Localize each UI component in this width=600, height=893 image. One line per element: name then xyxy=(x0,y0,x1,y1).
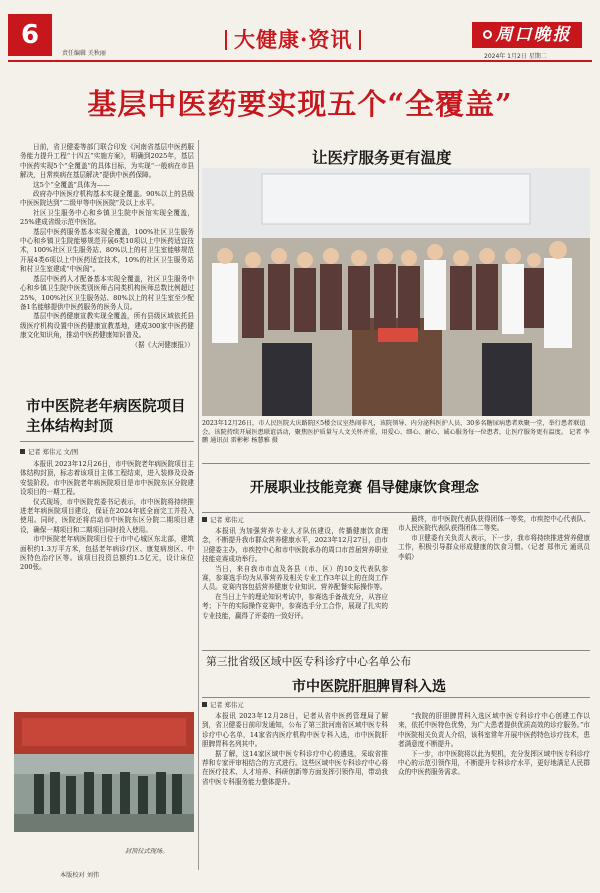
lead-paragraph: 基层中医药人才配备基本实现全覆盖，社区卫生服务中心和乡镇卫生院中医类别医师占同类机构医师总数比例超过25%，100%社区卫生服务站、80%以上的村卫生室至少配备1名能够提供中医药服务的医务人员。 xyxy=(20,274,194,311)
divider xyxy=(202,463,590,464)
skills-paragraph: 当日，来自我市市直及各县（市、区）的10支代表队参赛，参赛选手均为从事营养及相关专业工作3年以上的在岗工作人员。竞赛内容包括营养健康专业知识、营养配餐实际操作等。 xyxy=(202,564,388,592)
divider xyxy=(20,441,194,442)
hepato-paragraph: 据了解，这14家区域中医专科诊疗中心的遴选，采取省推荐和专家评审相结合的方式进行。这些区域中医专科诊疗中心将在医疗技术、人才培养、科研创新等方面发挥引领作用，带动我省中医专科服务能力整体提升。 xyxy=(202,749,388,786)
geriatric-article-body xyxy=(20,460,194,573)
skills-paragraph: 本报讯 为加强营养专业人才队伍建设，传播健康饮食理念，不断提升我市群众营养健康水平，2023年12月27日，由市卫健委主办，市疾控中心和市中医院承办的周口市首届营养职业技能竞赛成功举行。 xyxy=(202,527,388,564)
hepato-paragraph: 下一步，市中医院将以此为契机，充分发挥区域中医专科诊疗中心的示范引领作用，不断提升专科诊疗水平，更好地满足人民群众的中医药服务需求。 xyxy=(398,749,590,777)
group-photo xyxy=(202,168,590,416)
ceremony-photo xyxy=(14,712,194,832)
ceremony-photo-illustration xyxy=(14,712,194,832)
divider xyxy=(202,650,590,651)
hepato-reporter xyxy=(202,700,244,709)
header-rule xyxy=(8,60,592,62)
skills-reporter xyxy=(202,515,244,524)
masthead-text: 周口晚报 xyxy=(495,25,572,45)
lead-paragraph: 政府办中医医疗机构基本实现全覆盖。90%以上的县级中医医院达到“二级甲等中医医院”及以上水平。 xyxy=(20,190,194,208)
masthead-logo xyxy=(472,22,582,48)
geriatric-reporter xyxy=(20,447,78,456)
hepato-headline: 市中医院肝胆脾胃科入选 xyxy=(292,679,446,695)
proof-editor-line: 本版校对 刘伟 xyxy=(60,872,100,879)
skills-paragraph: 在当日上午的理论知识考试中，参赛选手备战充分，从容应考；下午的实际操作竞赛中，参赛选手分工合作，展现了扎实的专业技能，赢得了评委的一致好评。 xyxy=(202,592,388,620)
reporter-text: 记者 郑伟元 xyxy=(210,517,244,524)
skills-paragraph: 市卫健委有关负责人表示，下一步，我市将持续推进营养健康工作，积极引导群众形成健康的饮食习惯。（记者 郑伟元 通讯员 李娟） xyxy=(398,533,590,561)
lead-article xyxy=(20,143,194,350)
reporter-text: 记者 郑伟元 文/图 xyxy=(28,449,79,456)
section-bar-left xyxy=(225,30,227,50)
lead-paragraph: 社区卫生服务中心和乡镇卫生院中医馆实现全覆盖，25%建成省级示范中医馆。 xyxy=(20,208,194,227)
hepato-article-left xyxy=(202,712,388,787)
reporter-marker-icon xyxy=(202,517,207,522)
divider xyxy=(202,512,590,513)
hepato-paragraph: “我院的肝胆脾胃科入选区域中医专科诊疗中心创建工作以来，依托中医特色优势，为广大患者提供优质高效的诊疗服务。”市中医院相关负责人介绍，该科室常年开展中医药特色诊疗技术，患者满意度不断提升。 xyxy=(398,712,590,749)
hepato-article-right xyxy=(398,712,590,778)
hepato-kicker: 第三批省级区域中医专科诊疗中心名单公布 xyxy=(206,655,412,668)
lead-paragraph: 基层中医药健康宣教实现全覆盖，所有县级区域依托县级医疗机构设置中医药健康宣教基地，建成300家中医药健康文化知识角，推动中医药健康知识普及。 xyxy=(20,312,194,340)
ceremony-caption: 封顶仪式现场。 xyxy=(125,848,169,855)
hepato-paragraph: 本报讯 2023年12月28日，记者从省中医药管理局了解到，省卫健委日前印发通知，公布了第三批河南省区域中医专科诊疗中心名单，14家省内医疗机构中医专科入选，市中医院肝胆脾胃科名列其中。 xyxy=(202,712,388,749)
group-photo-illustration xyxy=(202,168,590,416)
lead-paragraph: 日前，省卫健委等部门联合印发《河南省基层中医药服务能力提升工程“十四五”实施方案》，明确到2025年，基层中医药实现5个“全覆盖”的具体目标，为实现“一般病在市县解决，日常疾病在基层解决”提供中医药保障。 xyxy=(20,143,194,180)
lead-source: （据《大河健康报》） xyxy=(131,340,194,349)
skills-paragraph: 最终，市中医院代表队获得团体一等奖，市疾控中心代表队、市人民医院代表队获得团体二等奖。 xyxy=(398,515,590,533)
editors-line: 责任编辑 关秋丽 xyxy=(62,50,106,57)
lead-paragraph: 基层中医药服务基本实现全覆盖，100%社区卫生服务中心和乡镇卫生院能够规范开展6类10项以上中医药适宜技术，100%社区卫生服务站、80%以上的村卫生室能够规范开展4类6项以上中医药适宜技术，10%的社区卫生服务站和村卫生室建成“中医阁”。 xyxy=(20,227,194,274)
section-bar-right xyxy=(359,30,361,50)
photo-caption: 2023年12月26日，市人民医院大庆路院区5楼会议室热闹非凡，该院领导、内分泌科医护人员、30多名糖尿病患者欢聚一堂，举行患者联谊会。该院持续开展医患联谊活动，聚焦医护质量与人文关怀并重，用爱心、细心、耐心、诚心服务每一位患者，让医疗服务更有温度。 记者 李鹏 通讯员 雷彬彬 杨慧雅 摄 xyxy=(202,420,590,445)
masthead-ring-icon xyxy=(483,30,492,39)
section-sub: 资讯 xyxy=(308,27,353,52)
geriatric-paragraph: 市中医院老年病医院项目位于市中心城区东北部，建筑面积约1.3万平方米，包括老年病诊疗区、康复病房区、中医特色治疗区等。该项目投资总额约1.5亿元，设计床位200张。 xyxy=(20,535,194,572)
reporter-marker-icon xyxy=(20,449,25,454)
geriatric-paragraph: 本报讯 2023年12月26日，市中医院老年病医院项目主体结构封顶，标志着该项目主体工程结束，进入装修及设备安装阶段。市中医院老年病医院项目是市中医院东区分院建设项目的一期工程。 xyxy=(20,460,194,497)
section-main: 大健康 xyxy=(234,27,300,52)
photo-feature-title: 让医疗服务更有温度 xyxy=(312,148,452,167)
divider xyxy=(202,697,590,698)
page-number: 6 xyxy=(8,14,52,56)
page-header xyxy=(0,0,600,64)
geriatric-paragraph: 仪式现场，市中医院党委书记表示，市中医院将持续推进老年病医院项目建设，保证在2024年底全面完工并投入使用。同时，医院还将启动市中医院东区分院二期项目建设，确保一期项目和二期项目同时投入使用。 xyxy=(20,497,194,534)
skills-headline: 开展职业技能竞赛 倡导健康饮食理念 xyxy=(250,480,479,496)
reporter-marker-icon xyxy=(202,702,207,707)
column-divider xyxy=(198,140,199,870)
skills-article-left xyxy=(202,527,388,621)
skills-article-right xyxy=(398,515,590,562)
section-sep: · xyxy=(300,27,309,52)
geriatric-headline: 市中医院老年病医院项目主体结构封顶 xyxy=(26,398,186,435)
reporter-text: 记者 郑伟元 xyxy=(210,702,244,709)
dateline: 2024年 1月2日 星期二 xyxy=(484,53,547,60)
lead-paragraph: 这5个“全覆盖”具体为—— xyxy=(33,180,110,189)
main-headline: 基层中医药要实现五个“全覆盖” xyxy=(87,87,513,121)
section-title xyxy=(218,24,368,54)
